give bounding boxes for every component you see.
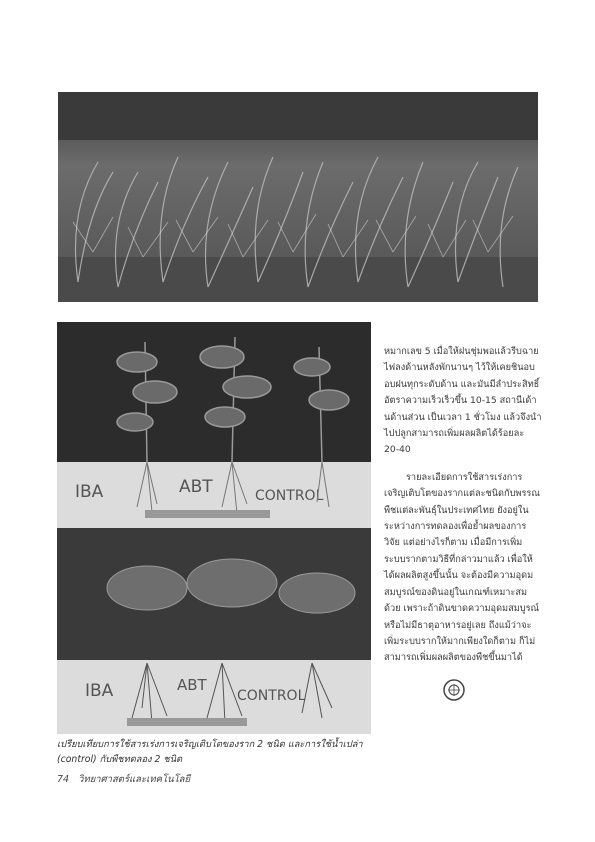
palm-seedlings-photo xyxy=(58,92,538,302)
root-comparison-image-top xyxy=(57,322,371,528)
root-comparison-photo-top xyxy=(57,322,371,528)
paragraph-2: รายละเอียดการใช้สารเร่งการเจริญเติบโตของรากแต่ละชนิดกับพรรณพืชแต่ละพันธุ์ในประเทศไทย ยังอยู่ในระหว่างการทดลองเพื่อย้ำผลของการวิจัย แต่อย่างไรก็ตาม เมื่อมีการเพิ่มระบบรากตามวิธีที่กล่าวมาแล้ว เพื่อให้ได้ผลผลิตสูงขึ้นนั้น จะต้องมีความอุดมสมบูรณ์ของดินอยู่ในเกณฑ์เหมาะสมด้วย เพราะถ้าดินขาดความอุดมสมบูรณ์หรือไม่มีธาตุอาหารอยู่เลย ถึงแม้ว่าจะเพิ่มระบบรากให้มากเพียงใดก็ตาม ก็ไม่สามารถเพิ่มผลผลิตของพืชขึ้นมาได้ xyxy=(384,471,540,664)
label-abt: ABT xyxy=(179,477,213,497)
label-abt: ABT xyxy=(177,676,207,694)
label-iba: IBA xyxy=(75,482,104,502)
root-comparison-image-bottom xyxy=(57,528,371,734)
page-number: 74 xyxy=(57,774,70,785)
label-control: CONTROL xyxy=(237,688,306,704)
publication-title: วิทยาศาสตร์และเทคโนโลยี xyxy=(78,774,191,785)
ruler xyxy=(145,510,270,518)
root-comparison-photo-bottom xyxy=(57,528,371,734)
emblem-icon xyxy=(442,678,466,702)
paragraph-1: หมากเลข 5 เมื่อให้ฝนชุ่มพอแล้วรีบฉายไฟลงด้านหลังพักนานๆ ไว้ให้เคยชินอบอบฝนทุกระดับด้าน และมันมีลำประสิทธิ์ อัตราความเร็วเร็วขึ้น 10-15 สถานีเด้านด้านส่วน เป็นเวลา 1 ชั่วโมง แล้วจึงนำไปปลูกสามารถเพิ่มผลผลิตได้ร้อยละ 20-40 xyxy=(384,346,542,456)
label-control: CONTROL xyxy=(255,488,324,504)
article-text xyxy=(384,344,542,667)
photo-caption: เปรียบเทียบการใช้สารเร่งการเจริญเติบโตของราก 2 ชนิด และการใช้น้ำเปล่า (control) กับพืชทดลอง 2 ชนิด xyxy=(57,739,363,765)
label-iba: IBA xyxy=(85,681,114,701)
palm-seedlings-image xyxy=(58,92,538,302)
page-footer xyxy=(57,772,190,787)
ruler xyxy=(127,718,247,726)
